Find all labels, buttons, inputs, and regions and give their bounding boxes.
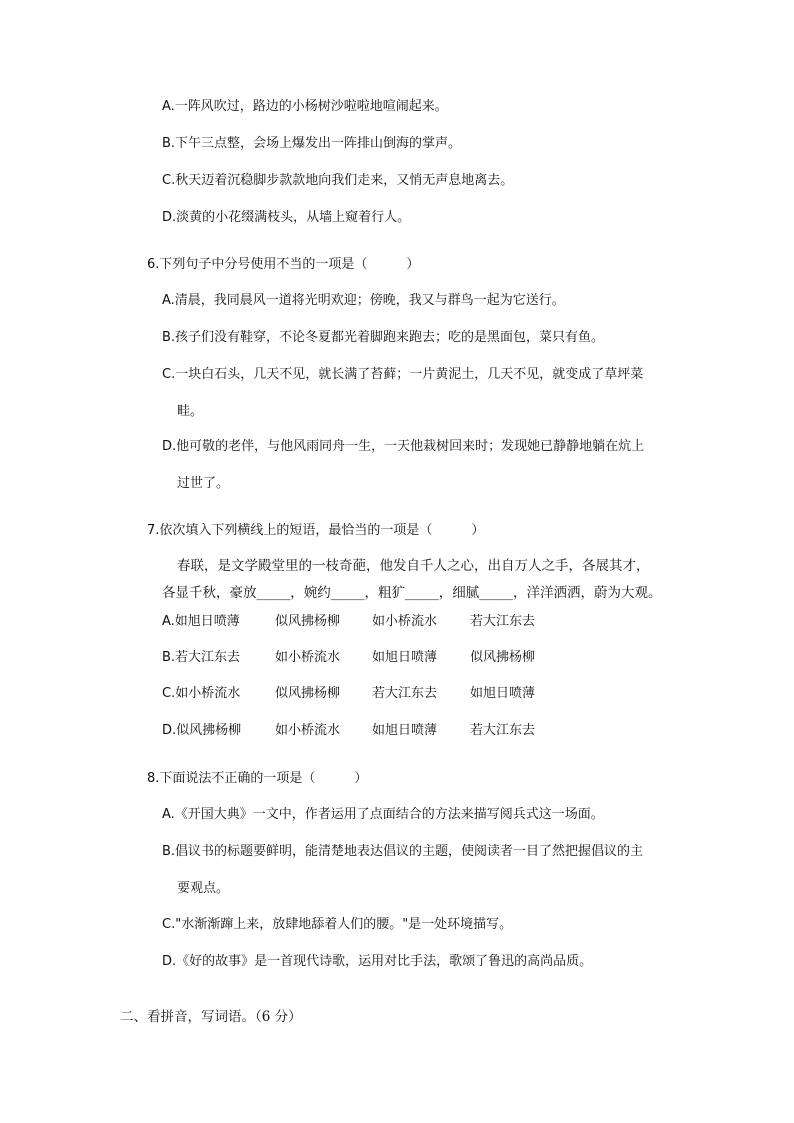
q7-option-d-phrase-4: 若大江东去 <box>470 723 536 738</box>
q6-option-d-line2: 过世了。 <box>177 476 230 491</box>
q7-option-a-phrase-3: 如小桥流水 <box>372 614 438 629</box>
q8-option-d: D.《好的故事》是一首现代诗歌，运用对比手法，歌颂了鲁迅的高尚品质。 <box>162 954 593 969</box>
section-2-heading: 二、看拼音，写词语。（6 分） <box>120 1009 302 1025</box>
q5-option-b: B.下午三点整，会场上爆发出一阵排山倒海的掌声。 <box>162 136 462 151</box>
q6-option-a: A.清晨，我同晨风一道将光明欢迎；傍晚，我又与群鸟一起为它送行。 <box>162 293 565 308</box>
q7-option-b-phrase-3: 如旭日喷薄 <box>372 650 438 665</box>
q7-option-c-phrase-2: 似风拂杨柳 <box>275 686 341 701</box>
q7-passage-line2: 各显千秋，豪放_____，婉约_____，粗犷_____，细腻_____，洋洋洒洒，蔚为大观。 <box>162 585 662 601</box>
q7-option-b-phrase-2: 如小桥流水 <box>275 650 341 665</box>
q8-option-a: A.《开国大典》一文中，作者运用了点面结合的方法来描写阅兵式这一场面。 <box>162 807 604 822</box>
q6-option-c-line2: 畦。 <box>177 404 204 419</box>
q8-option-c: C."水渐渐蹿上来，放肆地舔着人们的腰。"是一处环境描写。 <box>162 917 513 932</box>
q6-option-c-line1: C.一块白石头，几天不见，就长满了苔藓；一片黄泥土，几天不见，就变成了草坪菜 <box>162 367 644 382</box>
q7-option-b-phrase-4: 似风拂杨柳 <box>470 650 536 665</box>
q7-option-c-phrase-1: C.如小桥流水 <box>162 686 241 701</box>
q6-stem: 6.下列句子中分号使用不当的一项是（ ） <box>147 257 420 272</box>
q7-option-b-phrase-1: B.若大江东去 <box>162 650 241 665</box>
q5-option-c: C.秋天迈着沉稳脚步款款地向我们走来，又悄无声息地离去。 <box>162 173 514 188</box>
q7-option-a-phrase-4: 若大江东去 <box>470 614 536 629</box>
q7-stem: 7.依次填入下列横线上的短语，最恰当的一项是（ ） <box>147 523 485 538</box>
q8-stem: 8.下面说法不正确的一项是（ ） <box>147 771 368 786</box>
q5-option-d: D.淡黄的小花缀满枝头，从墙上窥着行人。 <box>162 210 411 225</box>
q7-option-d-phrase-2: 如小桥流水 <box>275 723 341 738</box>
q6-option-b: B.孩子们没有鞋穿，不论冬夏都光着脚跑来跑去；吃的是黑面包，菜只有鱼。 <box>162 330 605 345</box>
q7-option-c-phrase-4: 如旭日喷薄 <box>470 686 536 701</box>
q6-option-d-line1: D.他可敬的老伴，与他风雨同舟一生，一天他栽树回来时；发现她已静静地躺在炕上 <box>162 439 645 454</box>
q7-option-a-phrase-1: A.如旭日喷薄 <box>162 614 240 629</box>
q7-option-d-phrase-1: D.似风拂杨柳 <box>162 723 242 738</box>
q7-passage-line1: 春联，是文学殿堂里的一枝奇葩，他发自千人之心，出自万人之手，各展其才， <box>177 558 650 574</box>
q8-option-b-line2: 要观点。 <box>177 881 230 896</box>
q7-option-c-phrase-3: 若大江东去 <box>372 686 438 701</box>
q7-option-d-phrase-3: 如旭日喷薄 <box>372 723 438 738</box>
q8-option-b-line1: B.倡议书的标题要鲜明，能清楚地表达倡议的主题，使阅读者一目了然把握倡议的主 <box>162 844 644 859</box>
q7-option-a-phrase-2: 似风拂杨柳 <box>275 614 341 629</box>
q5-option-a: A.一阵风吹过，路边的小杨树沙啦啦地喧闹起来。 <box>162 99 448 114</box>
